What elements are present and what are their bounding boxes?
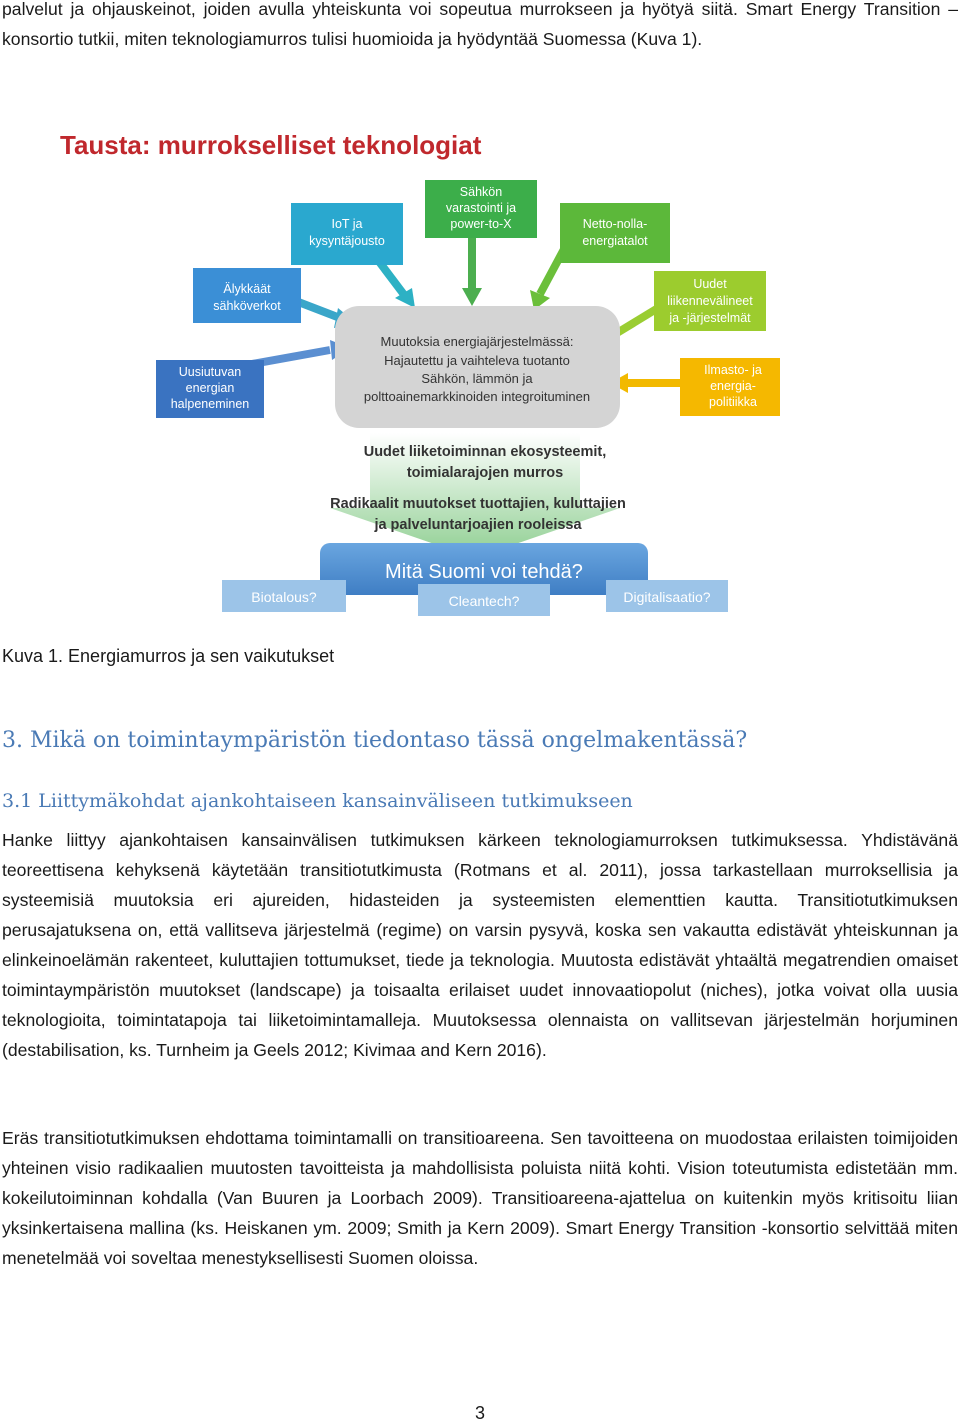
box-renewable-l2: energian: [185, 381, 235, 395]
bottom-line-3: Radikaalit muutokset tuottajien, kuluttajien: [330, 496, 626, 512]
box-renewable-l1: Uusiutuvan: [178, 365, 242, 379]
box-storage-l3: power-to-X: [450, 217, 512, 231]
body-paragraph-1: Hanke liittyy ajankohtaisen kansainvälisen tutkimuksen kärkeen teknologiamurroksen tutkimuksessa. Yhdistävänä teoreettisena kehyksenä käytetään transitiotutkimusta (Rotmans et al. 2011), jossa tarkastellaan murroksellisia ja systeemisiä muutoksia eri ajureiden, hidasteiden ja systeemisten elementtien kautta. Transitiotutkimuksen perusajatuksena on, että vallitseva järjestelmä (regime) on varsin pysyvä, koska sen vakautta edistävät yhteiskunnan ja elinkeinoelämän rakenteet, kuluttajien tottumukset, tiede ja teknologia. Muutosta edistävät yhtaältä megatrendien omaiset toimintaympäristön muutokset (landscape) ja toisaalta erilaiset uudet innovaatiopolut (niches), jotka voivat olla uusia teknologioita, toimintatapoja tai liiketoimintamalleja. Muutoksessa olennaista on vallitsevan järjestelmän horjuminen (destabilisation, ks. Turnheim ja Geels 2012; Kivimaa and Kern 2016).: [2, 830, 958, 1060]
box-vehicles-l2: liikennevälineet: [667, 294, 753, 308]
center-line-1: Muutoksia energiajärjestelmässä:: [380, 334, 574, 349]
box-renewable-l3: halpeneminen: [170, 397, 250, 411]
bottom-line-4: ja palveluntarjoajien rooleissa: [374, 517, 582, 533]
box-climate-l1: Ilmasto- ja: [704, 363, 762, 377]
tag-digitalisaatio-text: Digitalisaatio?: [623, 589, 711, 605]
box-storage-l2: varastointi ja: [445, 201, 517, 215]
tag-biotalous-text: Biotalous?: [251, 589, 317, 605]
box-net-zero-l1: Netto-nolla-: [582, 217, 648, 231]
box-climate-l2: energia-: [710, 379, 756, 393]
box-iot-l1: IoT ja: [331, 217, 363, 231]
center-line-4: polttoainemarkkinoiden integroituminen: [363, 389, 591, 404]
box-smart-grids-l2: sähköverkot: [213, 299, 281, 313]
body-paragraph-2: Eräs transitiotutkimuksen ehdottama toimintamalli on transitioareena. Sen tavoitteena on muodostaa erilaisten toimijoiden yhteinen visio radikaalien muutosten tavoitteista ja mahdollisista poluista niitä kohti. Vision toteutumista edistetään mm. kokeilutoiminnan kohdalla (Van Buuren ja Loorbach 2009). Transitioareena-ajattelua on kuitenkin myös kritisoitu liian yksinkertaisena mallina (ks. Heiskanen ym. 2009; Smith ja Kern 2009). Smart Energy Transition -konsortio selvittää miten menetelmää voi soveltaa menestyksellisesti Suomen oloissa.: [2, 1128, 958, 1268]
center-line-2: Hajautettu ja vaihteleva tuotanto: [384, 353, 570, 368]
subsection-heading: 3.1 Liittymäkohdat ajankohtaiseen kansainväliseen tutkimukseen: [2, 790, 633, 812]
section-heading: 3. Mikä on toimintaympäristön tiedontaso tässä ongelmakentässä?: [2, 728, 748, 753]
box-net-zero: [560, 203, 670, 263]
bottom-line-2: toimialarajojen murros: [406, 465, 564, 481]
center-line-3: Sähkön, lämmön ja: [421, 371, 533, 386]
energy-transition-figure: [40, 118, 780, 628]
tag-cleantech-text: Cleantech?: [448, 593, 520, 609]
box-iot-l2: kysyntäjousto: [309, 234, 385, 248]
intro-paragraph: palvelut ja ohjauskeinot, joiden avulla yhteiskunta voi sopeutua murrokseen ja hyötyä siitä. Smart Energy Transition –konsortio tutkii, miten teknologiamurros tulisi huomioida ja hyödyntää Suomessa (Kuva 1).: [2, 0, 958, 49]
box-climate-l3: politiikka: [709, 395, 757, 409]
page-number: 3: [474, 1403, 485, 1423]
bottom-line-1: Uudet liiketoiminnan ekosysteemit,: [363, 444, 607, 460]
box-vehicles-l1: Uudet: [693, 277, 727, 291]
box-vehicles-l3: ja -järjestelmät: [669, 311, 751, 325]
box-storage-l1: Sähkön: [459, 185, 503, 199]
figure-caption: Kuva 1. Energiamurros ja sen vaikutukset: [2, 646, 335, 666]
box-net-zero-l2: energiatalot: [582, 234, 648, 248]
question-text: Mitä Suomi voi tehdä?: [385, 561, 583, 583]
figure-title: Tausta: murrokselliset teknologiat: [60, 130, 482, 160]
box-smart-grids-l1: Älykkäät: [223, 282, 271, 296]
